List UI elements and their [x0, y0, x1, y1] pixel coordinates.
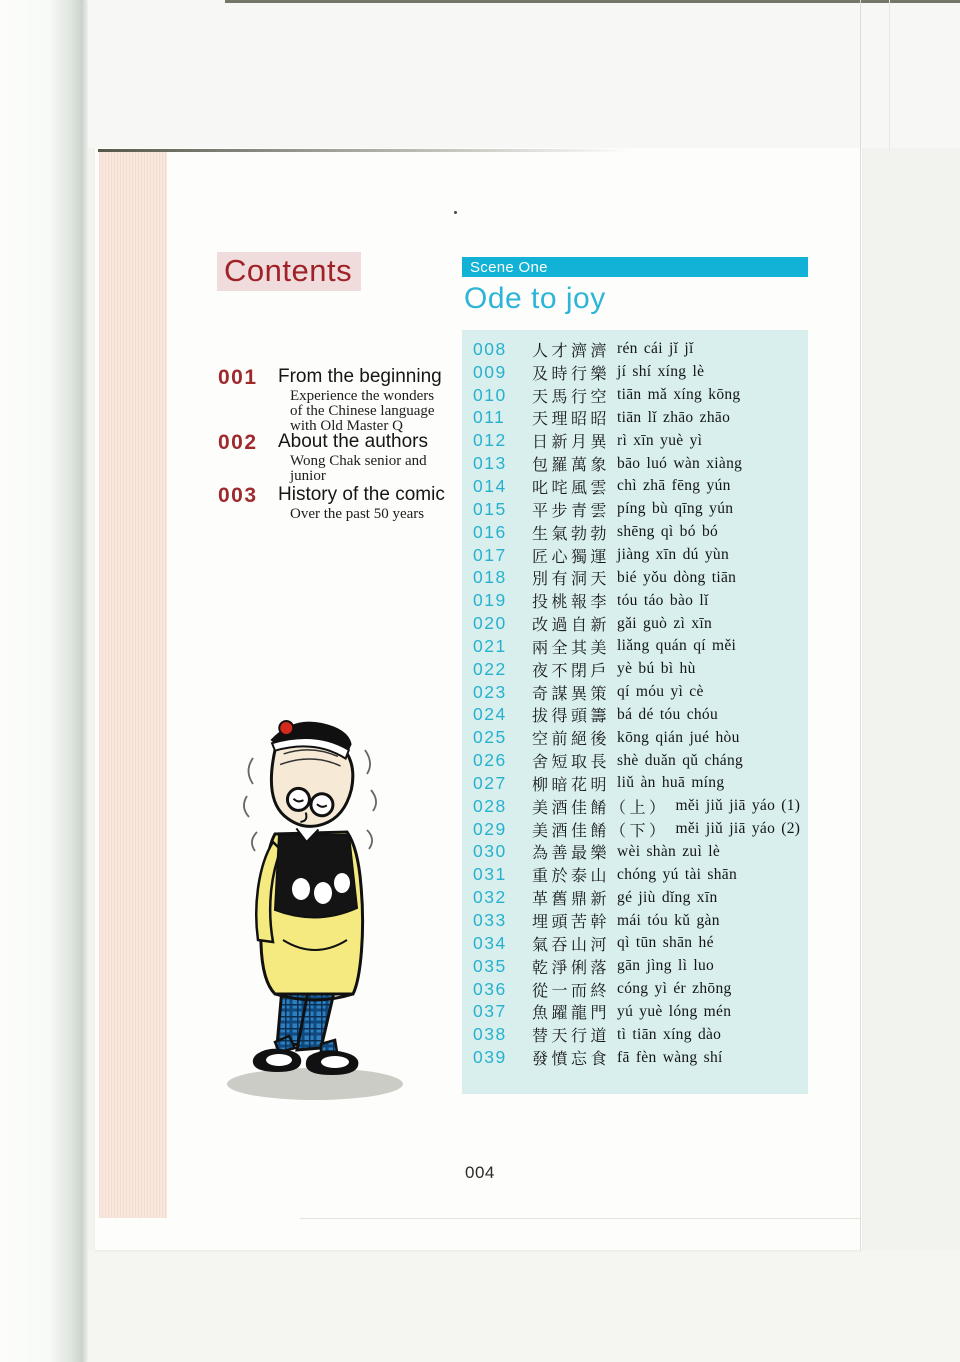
entry-page-number: 025 — [473, 727, 507, 748]
toc-row — [462, 1000, 808, 1023]
entry-chinese-idiom: 埋頭苦幹 — [532, 914, 611, 932]
toc-row — [462, 407, 808, 430]
entry-pinyin: wèi shàn zuì lè — [617, 842, 721, 860]
toc-row — [462, 498, 808, 521]
page-right-edge-2 — [889, 0, 890, 150]
entry-chinese-idiom: 別有洞天 — [532, 571, 611, 589]
toc-row — [462, 726, 808, 749]
toc-row — [462, 589, 808, 612]
entry-page-number: 038 — [473, 1024, 507, 1045]
entry-pinyin: gé jiù dǐng xīn — [617, 888, 718, 906]
entry-chinese-idiom: 拔得頭籌 — [532, 708, 611, 726]
entry-pinyin: yú yuè lóng mén — [617, 1002, 732, 1020]
entry-pinyin: rì xīn yuè yì — [617, 431, 703, 449]
entry-page-number: 009 — [473, 361, 507, 382]
entry-pinyin: cóng yì ér zhōng — [617, 980, 732, 998]
entry-page-number: 019 — [473, 590, 507, 611]
entry-page-number: 012 — [473, 430, 507, 451]
entry-pinyin: shēng qì bó bó — [617, 523, 719, 541]
entry-page-number: 032 — [473, 887, 507, 908]
entry-page-number: 033 — [473, 910, 507, 931]
toc-row — [462, 361, 808, 384]
toc-row — [462, 566, 808, 589]
scan-background-bottom — [88, 1250, 960, 1362]
entry-page-number: 027 — [473, 772, 507, 793]
entry-page-number: 035 — [473, 955, 507, 976]
entry-pinyin: rén cái jǐ jǐ — [617, 340, 694, 358]
toc-row — [462, 635, 808, 658]
entry-page-number: 023 — [473, 681, 507, 702]
entry-pinyin: liǔ àn huā míng — [617, 774, 725, 792]
scene-label: Scene One — [470, 258, 548, 276]
entry-chinese-idiom: 天馬行空 — [532, 388, 611, 406]
entry-pinyin: jiàng xīn dú yùn — [617, 546, 729, 564]
entry-pinyin: píng bù qīng yún — [617, 500, 734, 518]
entry-chinese-idiom: 生氣勃勃 — [532, 525, 611, 543]
toc-row — [462, 955, 808, 978]
entry-pinyin: fā fèn wàng shí — [617, 1048, 723, 1066]
entry-page-number: 014 — [473, 475, 507, 496]
entry-chinese-idiom: 氣吞山河 — [532, 936, 611, 954]
entry-pinyin: bāo luó wàn xiàng — [617, 454, 743, 472]
toc-row — [462, 658, 808, 681]
old-master-q-illustration — [213, 692, 417, 1104]
entry-page-number: 018 — [473, 567, 507, 588]
entry-chinese-idiom: 重於泰山 — [532, 868, 611, 886]
toc-entry-title: History of the comic — [278, 484, 445, 505]
entry-chinese-idiom: 柳暗花明 — [532, 776, 611, 794]
toc-row — [462, 544, 808, 567]
entry-chinese-idiom: 革舊鼎新 — [532, 891, 611, 909]
toc-row — [462, 475, 808, 498]
entry-pinyin: tóu táo bào lǐ — [617, 591, 709, 609]
entry-pinyin: měi jiǔ jiā yáo (1) — [675, 797, 801, 815]
entry-chinese-idiom: 空前絕後 — [532, 731, 611, 749]
entry-pinyin: tiān mǎ xíng kōng — [617, 386, 741, 404]
entry-pinyin: gǎi guò zì xīn — [617, 614, 713, 632]
toc-row — [462, 681, 808, 704]
contents-heading: Contents — [217, 252, 361, 291]
entry-pinyin: chóng yú tài shān — [617, 865, 738, 883]
toc-row — [462, 886, 808, 909]
toc-row — [462, 384, 808, 407]
entry-pinyin: yè bú bì hù — [617, 660, 696, 678]
entry-page-number: 036 — [473, 978, 507, 999]
entry-chinese-idiom: 美酒佳餚（上） — [532, 799, 669, 817]
entry-chinese-idiom: 為善最樂 — [532, 845, 611, 863]
entry-chinese-idiom: 人才濟濟 — [532, 342, 611, 360]
page-right-edge — [860, 0, 861, 1250]
entry-page-number: 034 — [473, 932, 507, 953]
toc-row — [462, 749, 808, 772]
toc-entry — [218, 431, 450, 484]
head — [257, 716, 360, 847]
entry-page-number: 024 — [473, 704, 507, 725]
entry-chinese-idiom: 兩全其美 — [532, 639, 611, 657]
toc-row — [462, 841, 808, 864]
toc-entry-title: About the authors — [278, 431, 428, 452]
entry-page-number: 015 — [473, 498, 507, 519]
entry-pinyin: měi jiǔ jiā yáo (2) — [675, 820, 801, 838]
toc-row — [462, 452, 808, 475]
entry-chinese-idiom: 替天行道 — [532, 1028, 611, 1046]
entry-chinese-idiom: 奇謀異策 — [532, 685, 611, 703]
scene-title: Ode to joy — [464, 282, 606, 315]
entry-chinese-idiom: 叱咤風雲 — [532, 479, 611, 497]
entry-pinyin: tì tiān xíng dào — [617, 1025, 722, 1043]
toc-row — [462, 338, 808, 361]
entry-pinyin: qì tūn shān hé — [617, 934, 714, 952]
entry-pinyin: shè duǎn qǔ cháng — [617, 751, 744, 769]
entry-page-number: 039 — [473, 1047, 507, 1068]
toc-entry — [218, 366, 450, 435]
entry-chinese-idiom: 發憤忘食 — [532, 1051, 611, 1069]
entry-page-number: 022 — [473, 658, 507, 679]
toc-entry-page-number: 002 — [218, 431, 258, 454]
toc-entry — [218, 484, 450, 522]
toc-row — [462, 863, 808, 886]
toc-row — [462, 521, 808, 544]
entry-chinese-idiom: 日新月異 — [532, 434, 611, 452]
entry-page-number: 016 — [473, 521, 507, 542]
scene-header-bar — [462, 257, 808, 277]
toc-entry-subtitle: Wong Chak senior and junior — [290, 453, 427, 485]
entry-pinyin: gān jìng lì luo — [617, 957, 715, 975]
entry-page-number: 017 — [473, 544, 507, 565]
scan-background-top — [88, 0, 960, 148]
entry-pinyin: jí shí xíng lè — [617, 363, 705, 381]
entry-pinyin: kōng qián jué hòu — [617, 728, 740, 746]
entry-chinese-idiom: 天理昭昭 — [532, 411, 611, 429]
toc-row — [462, 704, 808, 727]
toc-row — [462, 932, 808, 955]
entry-page-number: 029 — [473, 818, 507, 839]
entry-page-number: 013 — [473, 453, 507, 474]
entry-pinyin: tiān lǐ zhāo zhāo — [617, 408, 731, 426]
entry-chinese-idiom: 平步青雲 — [532, 502, 611, 520]
entry-pinyin: qí móu yì cè — [617, 683, 704, 701]
entry-page-number: 011 — [473, 407, 506, 428]
toc-row — [462, 1046, 808, 1069]
entry-chinese-idiom: 包羅萬象 — [532, 457, 611, 475]
entry-page-number: 008 — [473, 338, 507, 359]
entry-chinese-idiom: 匠心獨運 — [532, 548, 611, 566]
entry-pinyin: liǎng quán qí měi — [617, 637, 737, 655]
entry-pinyin: chì zhā fēng yún — [617, 477, 731, 495]
entry-page-number: 026 — [473, 750, 507, 771]
page-top-edge — [98, 149, 628, 152]
entry-chinese-idiom: 舍短取長 — [532, 754, 611, 772]
entry-chinese-idiom: 美酒佳餚（下） — [532, 822, 669, 840]
entry-chinese-idiom: 投桃報李 — [532, 594, 611, 612]
entry-pinyin: mái tóu kǔ gàn — [617, 911, 720, 929]
entry-page-number: 037 — [473, 1001, 507, 1022]
toc-row — [462, 978, 808, 1001]
entry-chinese-idiom: 從一而終 — [532, 982, 611, 1000]
toc-entry-title: From the beginning — [278, 366, 442, 387]
toc-entry-page-number: 001 — [218, 366, 258, 389]
page-bottom-edge — [300, 1218, 860, 1219]
folio-page-number: 004 — [465, 1163, 495, 1182]
entry-chinese-idiom: 夜不閉戶 — [532, 662, 611, 680]
entry-page-number: 028 — [473, 795, 507, 816]
black-vest — [275, 835, 357, 918]
beret-pom — [278, 720, 294, 736]
toc-entry-subtitle: Over the past 50 years — [290, 506, 425, 522]
toc-row — [462, 909, 808, 932]
page-inner-margin — [99, 152, 167, 1218]
scan-edge-line — [225, 0, 960, 3]
toc-row — [462, 429, 808, 452]
toc-entry-subtitle: Experience the wonders of the Chinese language with Old Master Q — [290, 388, 435, 435]
entry-pinyin: bá dé tóu chóu — [617, 705, 719, 723]
entry-pinyin: bié yǒu dòng tiān — [617, 568, 737, 586]
entry-chinese-idiom: 乾淨俐落 — [532, 959, 611, 977]
entry-chinese-idiom: 魚躍龍門 — [532, 1005, 611, 1023]
toc-row — [462, 612, 808, 635]
toc-entry-page-number: 003 — [218, 484, 258, 507]
entry-chinese-idiom: 及時行樂 — [532, 365, 611, 383]
entry-chinese-idiom: 改過自新 — [532, 617, 611, 635]
toc-row — [462, 1023, 808, 1046]
entry-page-number: 031 — [473, 864, 507, 885]
entry-page-number: 021 — [473, 635, 507, 656]
toc-row — [462, 818, 808, 841]
scan-speck — [454, 211, 457, 214]
entry-page-number: 010 — [473, 384, 507, 405]
stacked-page-edge — [0, 0, 88, 1362]
toc-row — [462, 772, 808, 795]
toc-row — [462, 795, 808, 818]
toc-list — [462, 330, 808, 1094]
entry-page-number: 030 — [473, 841, 507, 862]
entry-page-number: 020 — [473, 613, 507, 634]
